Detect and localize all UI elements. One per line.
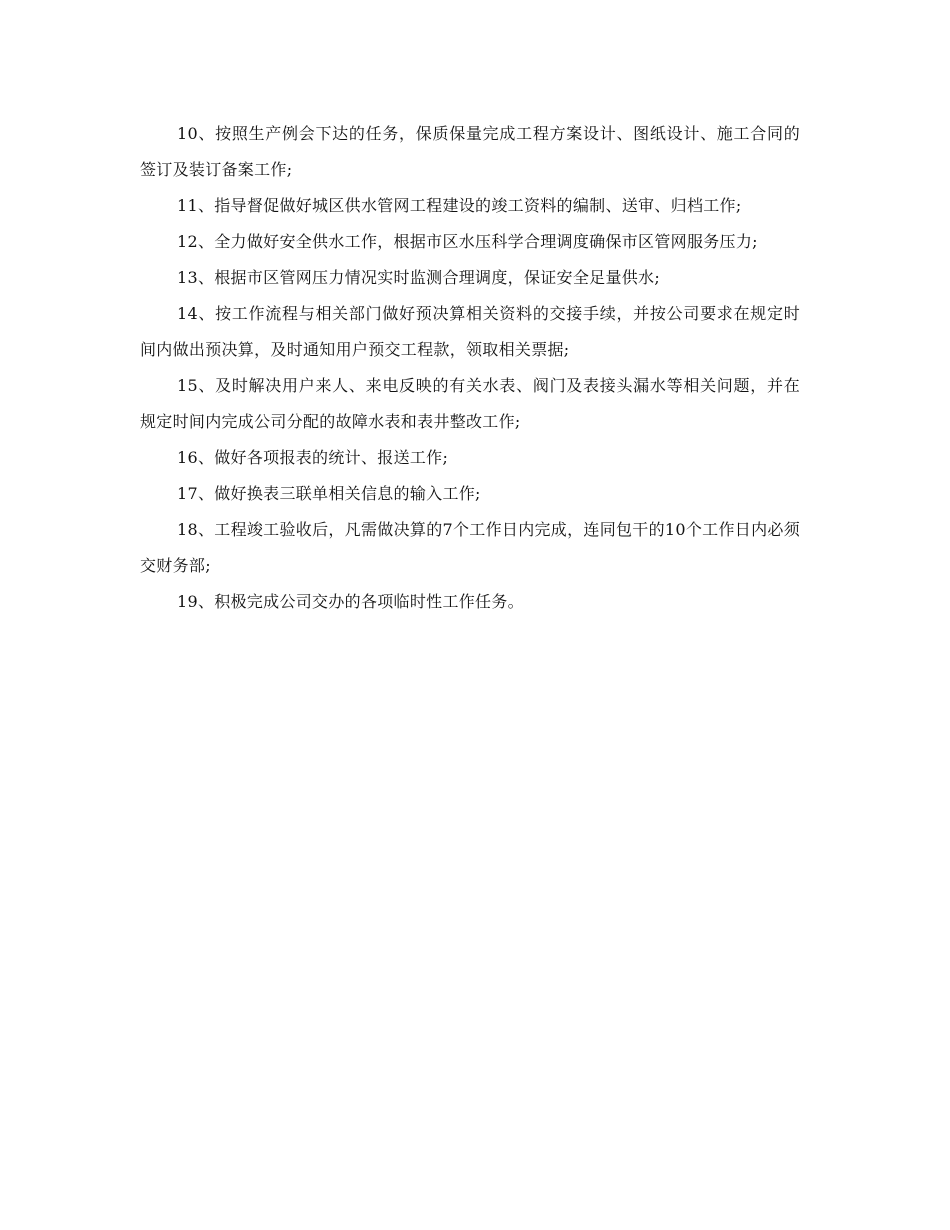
list-item: 10、按照生产例会下达的任务，保质保量完成工程方案设计、图纸设计、施工合同的签订及装订备案工作;	[140, 124, 800, 179]
list-item: 14、按工作流程与相关部门做好预决算相关资料的交接手续，并按公司要求在规定时间内做出预决算，及时通知用户预交工程款，领取相关票据;	[140, 304, 800, 359]
list-item: 16、做好各项报表的统计、报送工作;	[177, 448, 449, 467]
list-item: 19、积极完成公司交办的各项临时性工作任务。	[177, 592, 524, 611]
list-item: 13、根据市区管网压力情况实时监测合理调度，保证安全足量供水;	[177, 268, 661, 287]
document-body	[140, 116, 800, 620]
list-item: 12、全力做好安全供水工作，根据市区水压科学合理调度确保市区管网服务压力;	[177, 232, 758, 251]
list-item: 11、指导督促做好城区供水管网工程建设的竣工资料的编制、送审、归档工作;	[177, 196, 742, 215]
list-item: 17、做好换表三联单相关信息的输入工作;	[177, 484, 481, 503]
list-item: 18、工程竣工验收后，凡需做决算的7个工作日内完成，连同包干的10个工作日内必须交财务部;	[140, 520, 800, 575]
list-item: 15、及时解决用户来人、来电反映的有关水表、阀门及表接头漏水等相关问题，并在规定时间内完成公司分配的故障水表和表井整改工作;	[140, 376, 800, 431]
